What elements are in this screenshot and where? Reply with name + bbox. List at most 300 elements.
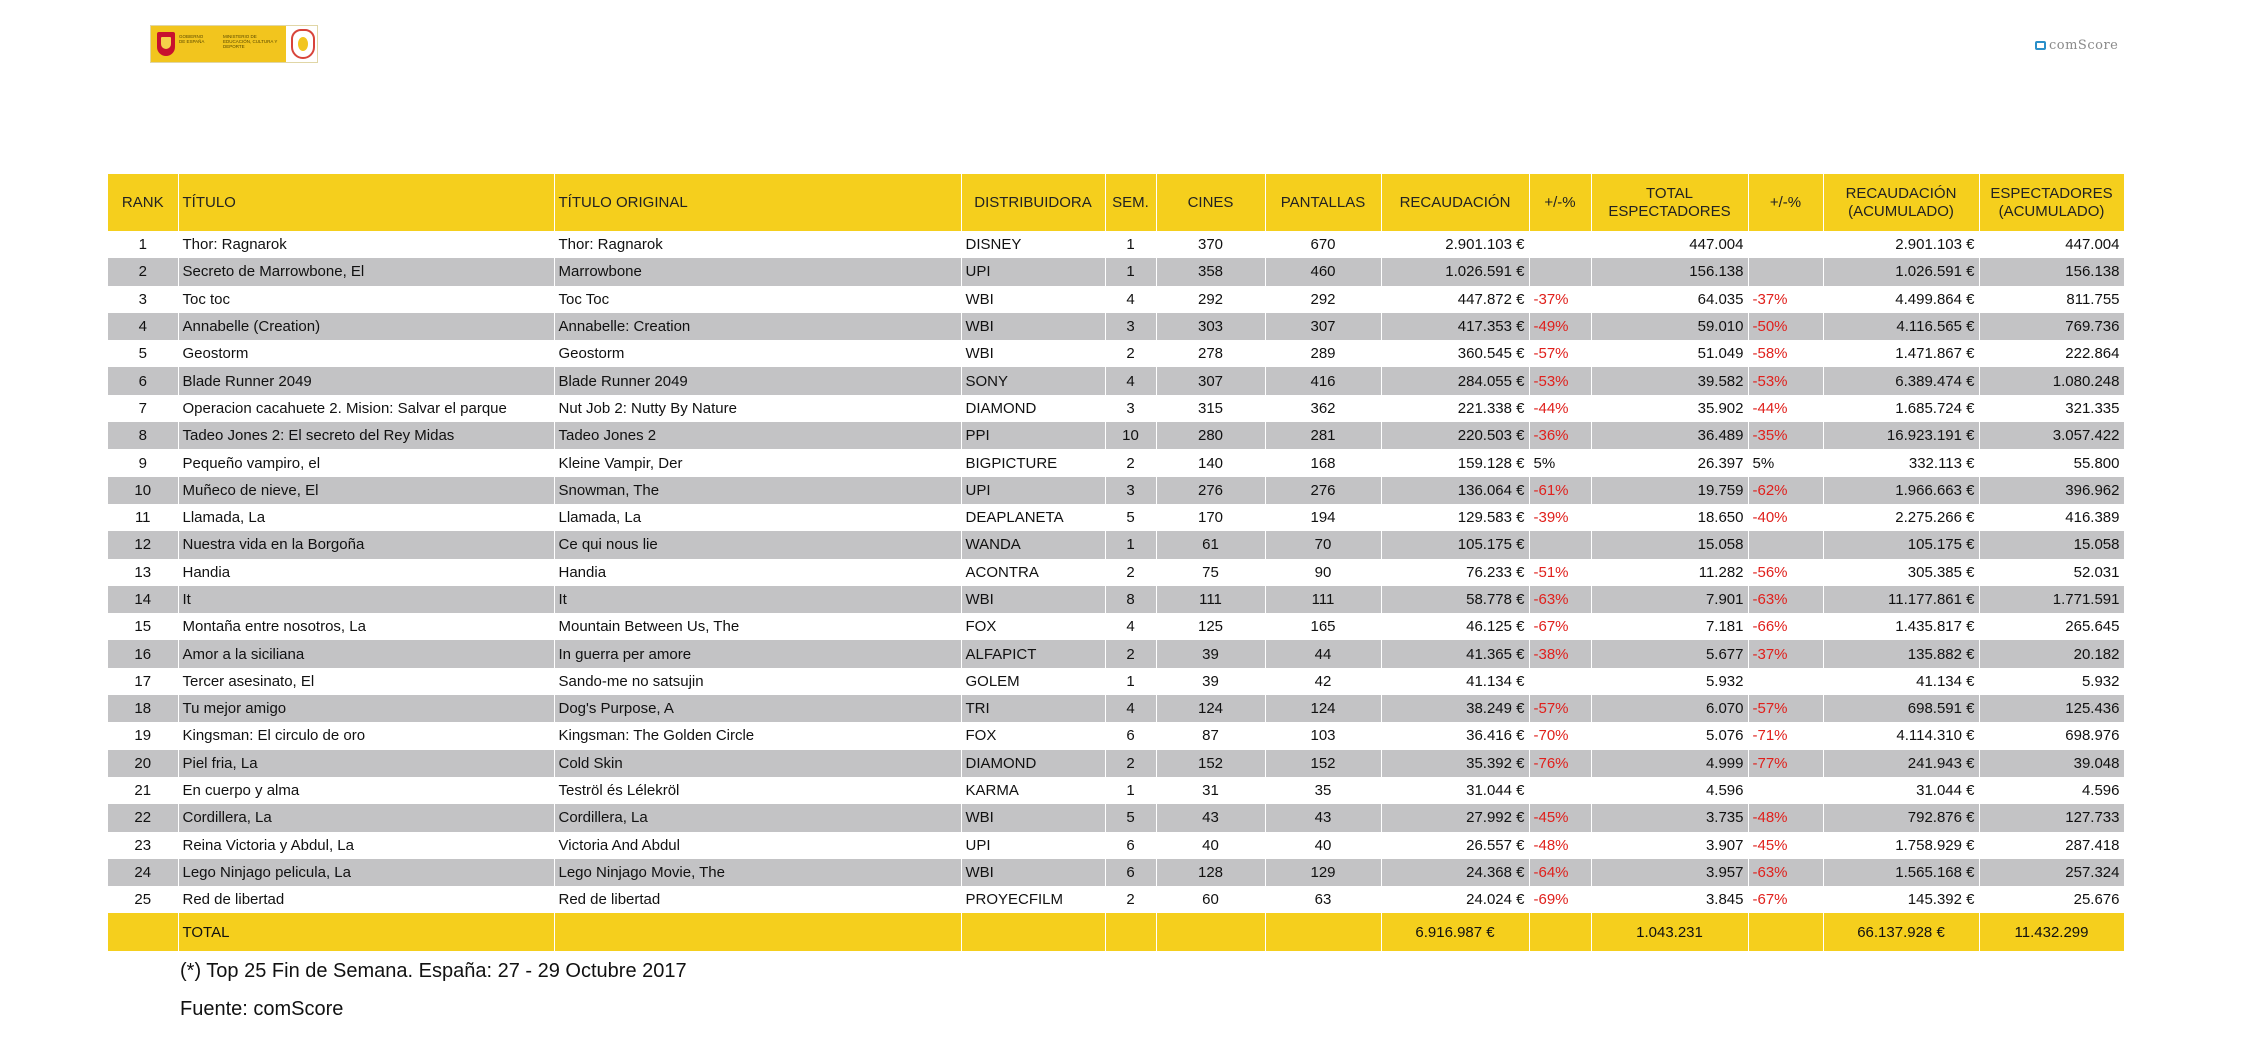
cell-pct-espectadores: -35% xyxy=(1748,422,1823,449)
cell-espectadores-acumulado: 52.031 xyxy=(1979,559,2124,586)
cell-pct-recaudacion xyxy=(1529,531,1591,558)
cell-titulo: Blade Runner 2049 xyxy=(178,367,554,394)
cell-pct-recaudacion: -67% xyxy=(1529,613,1591,640)
cell-recaudacion: 26.557 € xyxy=(1381,832,1529,859)
cell-titulo: Thor: Ragnarok xyxy=(178,231,554,258)
cell-espectadores-acumulado: 4.596 xyxy=(1979,777,2124,804)
cell-titulo: Nuestra vida en la Borgoña xyxy=(178,531,554,558)
cell-sem: 3 xyxy=(1105,477,1156,504)
cell-pantallas: 362 xyxy=(1265,395,1381,422)
cell-titulo-original: In guerra per amore xyxy=(554,640,961,667)
cell-titulo: Tu mejor amigo xyxy=(178,695,554,722)
cell-pct-recaudacion: 5% xyxy=(1529,449,1591,476)
cell-total-espectadores: 7.181 xyxy=(1591,613,1748,640)
cell-pct-espectadores: -45% xyxy=(1748,832,1823,859)
cell-espectadores-acumulado: 222.864 xyxy=(1979,340,2124,367)
cell-titulo-original: Lego Ninjago Movie, The xyxy=(554,859,961,886)
cell-cines: 278 xyxy=(1156,340,1265,367)
cell-pct-recaudacion: -63% xyxy=(1529,586,1591,613)
table-row xyxy=(108,640,2124,667)
cell-espectadores-acumulado: 265.645 xyxy=(1979,613,2124,640)
cell-recaudacion: 447.872 € xyxy=(1381,286,1529,313)
cell-total-espectadores: 4.596 xyxy=(1591,777,1748,804)
icaa-emblem-icon xyxy=(291,29,315,59)
cell-pct-espectadores: -62% xyxy=(1748,477,1823,504)
cell-recaudacion-acumulado: 698.591 € xyxy=(1823,695,1979,722)
total-row xyxy=(108,913,2124,951)
cell-recaudacion: 360.545 € xyxy=(1381,340,1529,367)
cell-titulo-original: Kingsman: The Golden Circle xyxy=(554,722,961,749)
cell-cines: 358 xyxy=(1156,258,1265,285)
col-header-pct-espectadores: +/-% xyxy=(1748,174,1823,231)
cell-distribuidora: WBI xyxy=(961,286,1105,313)
cell-total-espectadores: 5.932 xyxy=(1591,668,1748,695)
cell-distribuidora: FOX xyxy=(961,613,1105,640)
cell-espectadores-acumulado: 447.004 xyxy=(1979,231,2124,258)
cell-recaudacion: 38.249 € xyxy=(1381,695,1529,722)
cell-titulo: Cordillera, La xyxy=(178,804,554,831)
cell-titulo-original: Marrowbone xyxy=(554,258,961,285)
col-header-recaudacion: RECAUDACIÓN xyxy=(1381,174,1529,231)
cell-cines: 31 xyxy=(1156,777,1265,804)
cell-sem: 2 xyxy=(1105,449,1156,476)
government-logo xyxy=(150,25,318,63)
cell-rank: 7 xyxy=(108,395,178,422)
table-row xyxy=(108,449,2124,476)
cell-total-espectadores: 26.397 xyxy=(1591,449,1748,476)
comscore-icon xyxy=(2035,41,2046,50)
cell-distribuidora: PPI xyxy=(961,422,1105,449)
cell-pct-espectadores xyxy=(1748,258,1823,285)
cell-titulo: Amor a la siciliana xyxy=(178,640,554,667)
cell-pantallas: 165 xyxy=(1265,613,1381,640)
table-row xyxy=(108,477,2124,504)
cell-total-espectadores: 5.076 xyxy=(1591,722,1748,749)
comscore-logo: comScore xyxy=(2035,38,2118,53)
cell-espectadores-acumulado: 3.057.422 xyxy=(1979,422,2124,449)
cell-pct-espectadores xyxy=(1748,531,1823,558)
cell-total-espectadores: 4.999 xyxy=(1591,750,1748,777)
cell-titulo: Kingsman: El circulo de oro xyxy=(178,722,554,749)
cell-pct-recaudacion: -57% xyxy=(1529,340,1591,367)
cell-distribuidora: UPI xyxy=(961,832,1105,859)
cell-pct-espectadores: -40% xyxy=(1748,504,1823,531)
cell-sem: 5 xyxy=(1105,504,1156,531)
cell-cines: 124 xyxy=(1156,695,1265,722)
cell-pct-recaudacion: -36% xyxy=(1529,422,1591,449)
cell-pantallas: 194 xyxy=(1265,504,1381,531)
cell-pct-espectadores xyxy=(1748,777,1823,804)
cell-rank: 14 xyxy=(108,586,178,613)
cell-titulo: Tercer asesinato, El xyxy=(178,668,554,695)
cell-pct-espectadores: -77% xyxy=(1748,750,1823,777)
col-header-cines: CINES xyxy=(1156,174,1265,231)
table-row xyxy=(108,422,2124,449)
cell-cines: 292 xyxy=(1156,286,1265,313)
cell-pct-espectadores xyxy=(1748,231,1823,258)
cell-pantallas: 289 xyxy=(1265,340,1381,367)
cell-recaudacion-acumulado: 1.471.867 € xyxy=(1823,340,1979,367)
cell-recaudacion-acumulado: 1.758.929 € xyxy=(1823,832,1979,859)
cell-pct-espectadores: -37% xyxy=(1748,286,1823,313)
cell-pct-recaudacion: -44% xyxy=(1529,395,1591,422)
cell-pantallas: 307 xyxy=(1265,313,1381,340)
cell-espectadores-acumulado: 1.771.591 xyxy=(1979,586,2124,613)
col-header-sem: SEM. xyxy=(1105,174,1156,231)
cell-distribuidora: UPI xyxy=(961,258,1105,285)
table-row xyxy=(108,750,2124,777)
cell-total-espectadores: 3.907 xyxy=(1591,832,1748,859)
cell-pantallas: 152 xyxy=(1265,750,1381,777)
cell-titulo: Handia xyxy=(178,559,554,586)
table-row xyxy=(108,367,2124,394)
cell-sem: 2 xyxy=(1105,559,1156,586)
table-row xyxy=(108,668,2124,695)
report-note-dates: 27 - 29 Octubre 2017 xyxy=(492,960,687,982)
cell-espectadores-acumulado: 769.736 xyxy=(1979,313,2124,340)
cell-pct-recaudacion: -51% xyxy=(1529,559,1591,586)
cell-pct-recaudacion: -45% xyxy=(1529,804,1591,831)
cell-distribuidora: FOX xyxy=(961,722,1105,749)
cell-titulo: It xyxy=(178,586,554,613)
cell-titulo-original: Nut Job 2: Nutty By Nature xyxy=(554,395,961,422)
cell-recaudacion: 159.128 € xyxy=(1381,449,1529,476)
total-espectadores: 1.043.231 xyxy=(1591,913,1748,951)
cell-distribuidora: DEAPLANETA xyxy=(961,504,1105,531)
cell-titulo: Llamada, La xyxy=(178,504,554,531)
cell-espectadores-acumulado: 5.932 xyxy=(1979,668,2124,695)
cell-pct-recaudacion: -39% xyxy=(1529,504,1591,531)
cell-titulo: Piel fria, La xyxy=(178,750,554,777)
cell-cines: 370 xyxy=(1156,231,1265,258)
cell-cines: 303 xyxy=(1156,313,1265,340)
cell-total-espectadores: 156.138 xyxy=(1591,258,1748,285)
cell-distribuidora: PROYECFILM xyxy=(961,886,1105,913)
cell-titulo-original: It xyxy=(554,586,961,613)
cell-recaudacion-acumulado: 11.177.861 € xyxy=(1823,586,1979,613)
cell-rank: 2 xyxy=(108,258,178,285)
cell-pct-espectadores: -37% xyxy=(1748,640,1823,667)
cell-titulo-original: Handia xyxy=(554,559,961,586)
cell-sem: 2 xyxy=(1105,886,1156,913)
cell-pct-espectadores xyxy=(1748,668,1823,695)
cell-titulo-original: Snowman, The xyxy=(554,477,961,504)
cell-recaudacion: 284.055 € xyxy=(1381,367,1529,394)
cell-sem: 1 xyxy=(1105,777,1156,804)
col-header-rank: RANK xyxy=(108,174,178,231)
cell-recaudacion: 58.778 € xyxy=(1381,586,1529,613)
cell-pct-recaudacion: -64% xyxy=(1529,859,1591,886)
cell-pct-recaudacion: -57% xyxy=(1529,695,1591,722)
cell-sem: 2 xyxy=(1105,640,1156,667)
cell-titulo-original: Kleine Vampir, Der xyxy=(554,449,961,476)
cell-espectadores-acumulado: 55.800 xyxy=(1979,449,2124,476)
cell-recaudacion: 220.503 € xyxy=(1381,422,1529,449)
cell-pct-espectadores: -63% xyxy=(1748,859,1823,886)
source-note: Fuente: comScore xyxy=(180,998,344,1020)
cell-pct-recaudacion: -48% xyxy=(1529,832,1591,859)
table-row xyxy=(108,258,2124,285)
cell-titulo: Lego Ninjago pelicula, La xyxy=(178,859,554,886)
cell-pantallas: 129 xyxy=(1265,859,1381,886)
table-row xyxy=(108,559,2124,586)
table-header-row xyxy=(108,174,2124,231)
cell-recaudacion: 76.233 € xyxy=(1381,559,1529,586)
cell-recaudacion: 105.175 € xyxy=(1381,531,1529,558)
cell-sem: 10 xyxy=(1105,422,1156,449)
cell-distribuidora: DIAMOND xyxy=(961,395,1105,422)
table-row xyxy=(108,586,2124,613)
cell-cines: 170 xyxy=(1156,504,1265,531)
coat-of-arms-icon xyxy=(157,32,175,56)
cell-pct-recaudacion: -69% xyxy=(1529,886,1591,913)
cell-cines: 43 xyxy=(1156,804,1265,831)
cell-recaudacion-acumulado: 1.435.817 € xyxy=(1823,613,1979,640)
cell-pantallas: 111 xyxy=(1265,586,1381,613)
cell-total-espectadores: 36.489 xyxy=(1591,422,1748,449)
cell-pct-espectadores: -50% xyxy=(1748,313,1823,340)
cell-titulo-original: Mountain Between Us, The xyxy=(554,613,961,640)
cell-recaudacion-acumulado: 1.565.168 € xyxy=(1823,859,1979,886)
cell-titulo: Tadeo Jones 2: El secreto del Rey Midas xyxy=(178,422,554,449)
cell-cines: 125 xyxy=(1156,613,1265,640)
cell-espectadores-acumulado: 287.418 xyxy=(1979,832,2124,859)
cell-sem: 2 xyxy=(1105,340,1156,367)
cell-pct-espectadores: -71% xyxy=(1748,722,1823,749)
cell-espectadores-acumulado: 156.138 xyxy=(1979,258,2124,285)
table-row xyxy=(108,231,2124,258)
cell-cines: 75 xyxy=(1156,559,1265,586)
cell-pct-recaudacion: -37% xyxy=(1529,286,1591,313)
cell-total-espectadores: 11.282 xyxy=(1591,559,1748,586)
cell-recaudacion-acumulado: 2.275.266 € xyxy=(1823,504,1979,531)
cell-sem: 6 xyxy=(1105,859,1156,886)
cell-recaudacion-acumulado: 135.882 € xyxy=(1823,640,1979,667)
cell-pantallas: 103 xyxy=(1265,722,1381,749)
col-header-distribuidora: DISTRIBUIDORA xyxy=(961,174,1105,231)
cell-sem: 3 xyxy=(1105,313,1156,340)
cell-recaudacion-acumulado: 332.113 € xyxy=(1823,449,1979,476)
col-header-total-espectadores: TOTAL ESPECTADORES xyxy=(1591,174,1748,231)
cell-recaudacion-acumulado: 16.923.191 € xyxy=(1823,422,1979,449)
table-body xyxy=(108,231,2124,913)
cell-distribuidora: ALFAPICT xyxy=(961,640,1105,667)
cell-titulo-original: Teströl és Lélekröl xyxy=(554,777,961,804)
cell-recaudacion-acumulado: 2.901.103 € xyxy=(1823,231,1979,258)
cell-espectadores-acumulado: 698.976 xyxy=(1979,722,2124,749)
cell-sem: 5 xyxy=(1105,804,1156,831)
cell-pct-recaudacion: -76% xyxy=(1529,750,1591,777)
cell-recaudacion: 129.583 € xyxy=(1381,504,1529,531)
cell-total-espectadores: 447.004 xyxy=(1591,231,1748,258)
cell-distribuidora: GOLEM xyxy=(961,668,1105,695)
cell-titulo-original: Dog's Purpose, A xyxy=(554,695,961,722)
cell-recaudacion-acumulado: 6.389.474 € xyxy=(1823,367,1979,394)
cell-espectadores-acumulado: 257.324 xyxy=(1979,859,2124,886)
cell-sem: 1 xyxy=(1105,258,1156,285)
table-row xyxy=(108,531,2124,558)
cell-total-espectadores: 19.759 xyxy=(1591,477,1748,504)
cell-pantallas: 276 xyxy=(1265,477,1381,504)
cell-rank: 15 xyxy=(108,613,178,640)
cell-recaudacion-acumulado: 31.044 € xyxy=(1823,777,1979,804)
cell-total-espectadores: 59.010 xyxy=(1591,313,1748,340)
table-row xyxy=(108,313,2124,340)
total-recaudacion-acumulado: 66.137.928 € xyxy=(1823,913,1979,951)
cell-pantallas: 63 xyxy=(1265,886,1381,913)
cell-pantallas: 168 xyxy=(1265,449,1381,476)
cell-recaudacion: 36.416 € xyxy=(1381,722,1529,749)
cell-sem: 2 xyxy=(1105,750,1156,777)
cell-pct-espectadores: -48% xyxy=(1748,804,1823,831)
cell-distribuidora: WBI xyxy=(961,804,1105,831)
cell-pantallas: 292 xyxy=(1265,286,1381,313)
cell-recaudacion-acumulado: 1.685.724 € xyxy=(1823,395,1979,422)
cell-titulo-original: Cold Skin xyxy=(554,750,961,777)
cell-titulo-original: Blade Runner 2049 xyxy=(554,367,961,394)
cell-cines: 280 xyxy=(1156,422,1265,449)
cell-recaudacion-acumulado: 4.499.864 € xyxy=(1823,286,1979,313)
cell-recaudacion: 41.365 € xyxy=(1381,640,1529,667)
cell-pantallas: 460 xyxy=(1265,258,1381,285)
cell-espectadores-acumulado: 15.058 xyxy=(1979,531,2124,558)
cell-distribuidora: SONY xyxy=(961,367,1105,394)
cell-titulo-original: Llamada, La xyxy=(554,504,961,531)
cell-rank: 24 xyxy=(108,859,178,886)
cell-pantallas: 35 xyxy=(1265,777,1381,804)
cell-sem: 4 xyxy=(1105,286,1156,313)
cell-pantallas: 70 xyxy=(1265,531,1381,558)
cell-titulo-original: Sando-me no satsujin xyxy=(554,668,961,695)
cell-cines: 152 xyxy=(1156,750,1265,777)
cell-rank: 10 xyxy=(108,477,178,504)
cell-recaudacion-acumulado: 4.114.310 € xyxy=(1823,722,1979,749)
cell-titulo: Red de libertad xyxy=(178,886,554,913)
cell-espectadores-acumulado: 396.962 xyxy=(1979,477,2124,504)
cell-distribuidora: WBI xyxy=(961,340,1105,367)
table-row xyxy=(108,395,2124,422)
cell-titulo-original: Ce qui nous lie xyxy=(554,531,961,558)
cell-total-espectadores: 6.070 xyxy=(1591,695,1748,722)
col-header-recaudacion-acumulado: RECAUDACIÓN (ACUMULADO) xyxy=(1823,174,1979,231)
cell-recaudacion: 35.392 € xyxy=(1381,750,1529,777)
cell-recaudacion: 24.368 € xyxy=(1381,859,1529,886)
table-row xyxy=(108,613,2124,640)
cell-pct-espectadores: -57% xyxy=(1748,695,1823,722)
cell-recaudacion-acumulado: 1.966.663 € xyxy=(1823,477,1979,504)
cell-titulo: Muñeco de nieve, El xyxy=(178,477,554,504)
cell-total-espectadores: 3.957 xyxy=(1591,859,1748,886)
cell-pantallas: 124 xyxy=(1265,695,1381,722)
cell-pantallas: 90 xyxy=(1265,559,1381,586)
cell-rank: 20 xyxy=(108,750,178,777)
ministry-logo-text: MINISTERIO DE EDUCACIÓN, CULTURA Y DEPORTE xyxy=(223,34,278,49)
col-header-pct-recaudacion: +/-% xyxy=(1529,174,1591,231)
cell-pct-espectadores: -66% xyxy=(1748,613,1823,640)
cell-rank: 9 xyxy=(108,449,178,476)
cell-recaudacion: 221.338 € xyxy=(1381,395,1529,422)
cell-titulo-original: Annabelle: Creation xyxy=(554,313,961,340)
cell-pct-recaudacion xyxy=(1529,777,1591,804)
cell-pantallas: 44 xyxy=(1265,640,1381,667)
cell-rank: 17 xyxy=(108,668,178,695)
cell-sem: 1 xyxy=(1105,668,1156,695)
table-row xyxy=(108,832,2124,859)
cell-pct-espectadores: -56% xyxy=(1748,559,1823,586)
cell-sem: 1 xyxy=(1105,531,1156,558)
cell-pantallas: 281 xyxy=(1265,422,1381,449)
cell-espectadores-acumulado: 20.182 xyxy=(1979,640,2124,667)
cell-pct-recaudacion xyxy=(1529,231,1591,258)
col-header-espectadores-acumulado: ESPECTADORES (ACUMULADO) xyxy=(1979,174,2124,231)
col-header-titulo: TÍTULO xyxy=(178,174,554,231)
cell-pct-espectadores: -58% xyxy=(1748,340,1823,367)
cell-espectadores-acumulado: 321.335 xyxy=(1979,395,2124,422)
cell-distribuidora: WBI xyxy=(961,313,1105,340)
cell-distribuidora: DISNEY xyxy=(961,231,1105,258)
total-label: TOTAL xyxy=(178,913,554,951)
cell-recaudacion-acumulado: 4.116.565 € xyxy=(1823,313,1979,340)
cell-rank: 25 xyxy=(108,886,178,913)
cell-total-espectadores: 35.902 xyxy=(1591,395,1748,422)
cell-distribuidora: KARMA xyxy=(961,777,1105,804)
cell-titulo: Geostorm xyxy=(178,340,554,367)
cell-recaudacion: 41.134 € xyxy=(1381,668,1529,695)
cell-recaudacion: 27.992 € xyxy=(1381,804,1529,831)
cell-espectadores-acumulado: 1.080.248 xyxy=(1979,367,2124,394)
cell-pantallas: 416 xyxy=(1265,367,1381,394)
cell-recaudacion-acumulado: 145.392 € xyxy=(1823,886,1979,913)
cell-pct-recaudacion: -38% xyxy=(1529,640,1591,667)
cell-recaudacion: 24.024 € xyxy=(1381,886,1529,913)
cell-cines: 39 xyxy=(1156,640,1265,667)
cell-recaudacion-acumulado: 305.385 € xyxy=(1823,559,1979,586)
cell-pct-recaudacion: -49% xyxy=(1529,313,1591,340)
cell-cines: 39 xyxy=(1156,668,1265,695)
cell-titulo-original: Geostorm xyxy=(554,340,961,367)
cell-titulo-original: Red de libertad xyxy=(554,886,961,913)
cell-titulo: Montaña entre nosotros, La xyxy=(178,613,554,640)
col-header-pantallas: PANTALLAS xyxy=(1265,174,1381,231)
cell-sem: 1 xyxy=(1105,231,1156,258)
cell-cines: 140 xyxy=(1156,449,1265,476)
cell-recaudacion-acumulado: 241.943 € xyxy=(1823,750,1979,777)
cell-cines: 87 xyxy=(1156,722,1265,749)
cell-total-espectadores: 64.035 xyxy=(1591,286,1748,313)
cell-cines: 60 xyxy=(1156,886,1265,913)
cell-titulo: Toc toc xyxy=(178,286,554,313)
table-row xyxy=(108,286,2124,313)
cell-espectadores-acumulado: 127.733 xyxy=(1979,804,2124,831)
cell-sem: 6 xyxy=(1105,722,1156,749)
gov-logo-text: GOBIERNO DE ESPAÑA xyxy=(179,34,205,44)
cell-rank: 11 xyxy=(108,504,178,531)
cell-sem: 3 xyxy=(1105,395,1156,422)
cell-titulo: En cuerpo y alma xyxy=(178,777,554,804)
cell-titulo-original: Thor: Ragnarok xyxy=(554,231,961,258)
cell-recaudacion: 1.026.591 € xyxy=(1381,258,1529,285)
cell-espectadores-acumulado: 416.389 xyxy=(1979,504,2124,531)
cell-sem: 4 xyxy=(1105,613,1156,640)
cell-cines: 276 xyxy=(1156,477,1265,504)
col-header-titulo-original: TÍTULO ORIGINAL xyxy=(554,174,961,231)
cell-cines: 307 xyxy=(1156,367,1265,394)
cell-pct-recaudacion: -70% xyxy=(1529,722,1591,749)
cell-distribuidora: WBI xyxy=(961,859,1105,886)
cell-cines: 40 xyxy=(1156,832,1265,859)
cell-espectadores-acumulado: 811.755 xyxy=(1979,286,2124,313)
cell-titulo: Operacion cacahuete 2. Mision: Salvar el parque xyxy=(178,395,554,422)
